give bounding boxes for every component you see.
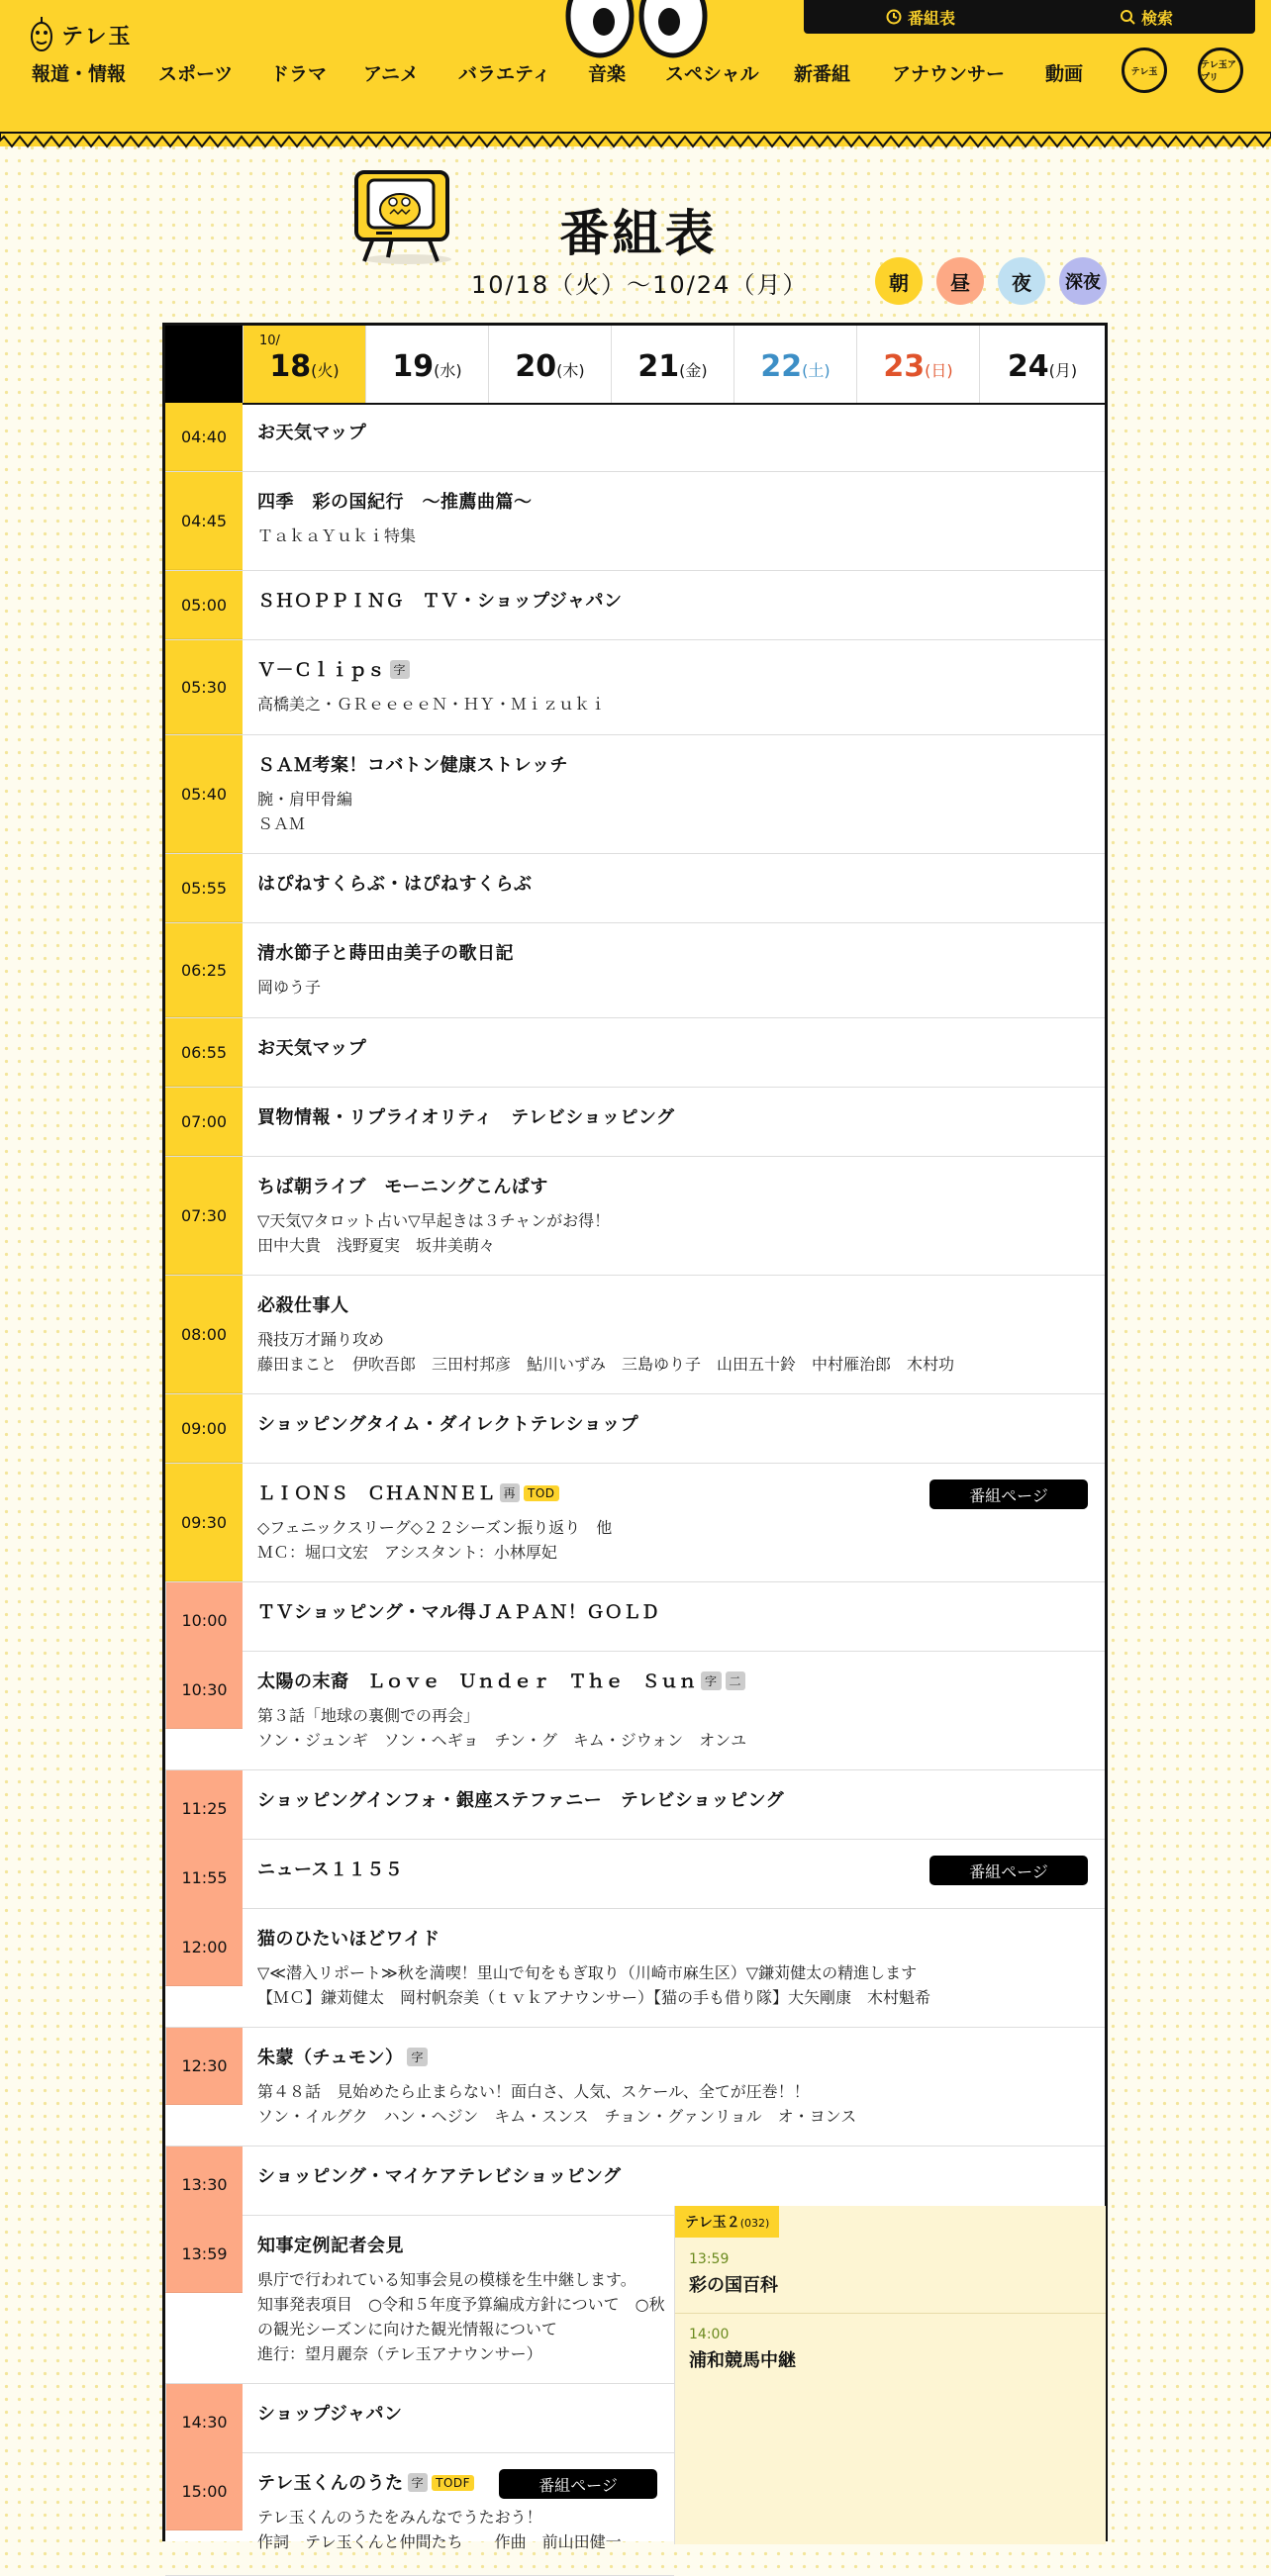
program-title[interactable] (257, 1668, 1093, 1693)
program-page-button[interactable]: 番組ページ (929, 1856, 1088, 1885)
subchannel-name: テレ玉２ (685, 2215, 740, 2231)
program-row[interactable] (165, 1582, 1105, 1652)
nav-drama[interactable]: ドラマ (270, 63, 328, 85)
program-title-text: 四季 彩の国紀行 ～推薦曲篇～ (257, 492, 533, 513)
program-title[interactable] (257, 587, 1093, 613)
program-title[interactable] (257, 1410, 1093, 1436)
program-title[interactable] (257, 1925, 1093, 1951)
program-time: 12:30 (165, 2028, 243, 2105)
program-row[interactable] (165, 1770, 1105, 1840)
program-info (257, 419, 1093, 444)
nav-special[interactable]: スペシャル (665, 63, 759, 85)
program-title-text: ショッピングタイム・ダイレクトテレショップ (257, 1414, 639, 1435)
nav-music[interactable]: 音楽 (588, 63, 627, 85)
day-number: 24 (1007, 349, 1049, 384)
program-info (257, 870, 1093, 896)
site-logo[interactable] (30, 16, 133, 53)
day-month: 10/ (259, 334, 280, 348)
program-description: の観光シーズンに向けた観光情報について (257, 2320, 557, 2338)
program-title-text: 知事定例記者会見 (257, 2236, 404, 2256)
program-title[interactable] (257, 1103, 1093, 1129)
program-info (257, 1173, 1093, 1258)
subchannel-number: (032) (739, 2217, 770, 2230)
program-row[interactable] (165, 1840, 1105, 1909)
program-description: 第４８話 見始めたら止まらない！面白さ、人気、スケール、全てが圧巻！！ (257, 2082, 810, 2101)
period-evening-button[interactable] (998, 257, 1045, 305)
program-time: 04:45 (165, 472, 243, 570)
schedule-link-label: 番組表 (907, 8, 955, 28)
program-row[interactable] (165, 1088, 1105, 1157)
program-time: 10:30 (165, 1652, 243, 1729)
program-info (257, 2232, 665, 2366)
program-description: 高橋美之・ＧＲｅｅｅｅＮ・ＨＹ・Ｍｉｚｕｋｉ (257, 695, 607, 714)
tamago-mascot-icon (30, 16, 53, 53)
day-number: 20 (515, 349, 557, 384)
teletama-app-label: テレ玉 (1130, 66, 1158, 77)
program-row[interactable] (165, 854, 1105, 923)
program-info (257, 2162, 1093, 2188)
subchannel-program[interactable] (689, 2327, 796, 2372)
nav-news[interactable]: 報道・情報 (32, 63, 127, 85)
program-time: 11:25 (165, 1770, 243, 1848)
program-title-text: お天気マップ (257, 423, 367, 443)
subchannel-program-time: 13:59 (689, 2251, 730, 2267)
subchannel-program-title: 彩の国百科 (689, 2275, 778, 2296)
program-title-text: ＬＩＯＮＳ ＣＨＡＮＮＥＬ (257, 1483, 496, 1504)
day-weekday: (金) (679, 361, 708, 380)
date-range: 10/18（火）〜10/24（月） (471, 271, 809, 299)
program-time: 13:30 (165, 2147, 243, 2224)
program-description: ＭＣ：堀口文宏 アシスタント：小林厚妃 (257, 1543, 557, 1562)
program-info (257, 587, 1093, 613)
subchannel-panel (674, 2206, 1106, 2544)
page-title: 番組表 (559, 205, 718, 262)
program-time: 05:30 (165, 640, 243, 734)
program-title[interactable] (257, 656, 1093, 682)
nav-new-programs[interactable]: 新番組 (794, 63, 851, 85)
program-row[interactable] (165, 1464, 1105, 1582)
subchannel-tag (675, 2206, 779, 2238)
program-row[interactable] (165, 923, 1105, 1018)
main-nav (0, 59, 1271, 89)
day-tab-23[interactable] (856, 326, 979, 403)
program-row[interactable] (165, 640, 1105, 735)
period-late-night-label: 深夜 (1065, 272, 1101, 293)
program-description: ◇フェニックスリーグ◇２２シーズン振り返り 他 (257, 1518, 613, 1537)
program-title-text: Ｖ－Ｃｌｉｐｓ (257, 660, 386, 681)
subchannel-program-time: 14:00 (689, 2327, 730, 2342)
nav-variety[interactable]: バラエティ (458, 63, 551, 85)
day-corner (165, 326, 243, 403)
program-description: 知事発表項目 ○令和５年度予算編成方針について ○秋 (257, 2295, 665, 2314)
program-tag: 字 (407, 2048, 428, 2066)
program-page-button[interactable]: 番組ページ (929, 1479, 1088, 1509)
program-description: ＳＡＭ (257, 814, 306, 833)
program-description: 県庁で行われている知事会見の模様を生中継します。 (257, 2270, 636, 2289)
logo-text: テレ玉 (61, 24, 133, 49)
period-evening-label: 夜 (1012, 270, 1031, 295)
program-title[interactable] (257, 1173, 1093, 1198)
program-row[interactable] (165, 403, 1105, 472)
program-title[interactable] (257, 1598, 1093, 1624)
program-title[interactable] (257, 751, 1093, 777)
program-title-text: ＴＶショッピング・マル得ＪＡＰＡＮ！ＧＯＬＤ (257, 1602, 660, 1623)
program-row[interactable] (165, 2028, 1105, 2147)
program-description: 【ＭＣ】鎌苅健太 岡村帆奈美（ｔｖｋアナウンサー）【猫の手も借り隊】大矢剛康 木村魁希 (257, 1988, 931, 2007)
program-title-text: 必殺仕事人 (257, 1295, 349, 1316)
program-tag: 二 (726, 1671, 746, 1690)
program-title[interactable] (257, 419, 1093, 444)
program-row[interactable] (165, 1018, 1105, 1088)
program-info (257, 488, 1093, 548)
program-time: 12:00 (165, 1909, 243, 1986)
day-tabs (165, 326, 1105, 405)
subchannel-divider (675, 2313, 1106, 2314)
program-description: ソン・イルグク ハン・ヘジン キム・スンス チョン・グァンリョル オ・ヨンス (257, 2107, 857, 2126)
program-row[interactable] (165, 1157, 1105, 1276)
program-tag: TOD (524, 1485, 559, 1501)
schedule-link[interactable] (886, 6, 955, 29)
program-info (257, 1598, 1093, 1624)
program-description: 田中大貴 浅野夏実 坂井美萌々 (257, 1236, 496, 1255)
program-description: 岡ゆう子 (257, 978, 322, 997)
period-day-label: 昼 (950, 270, 970, 295)
program-info (257, 1034, 1093, 1060)
program-time: 07:30 (165, 1157, 243, 1275)
program-row[interactable] (165, 2453, 674, 2576)
program-description: ▽天気▽タロット占い▽早起きは３チャンがお得！ (257, 1211, 611, 1230)
program-title[interactable] (257, 939, 1093, 965)
program-description: 腕・肩甲骨編 (257, 790, 353, 809)
program-time: 05:00 (165, 571, 243, 639)
program-title[interactable] (257, 2162, 1093, 2188)
program-tag: 字 (408, 2473, 429, 2492)
nav-anime[interactable]: アニメ (363, 63, 420, 85)
program-title-text: ショッピング・マイケアテレビショッピング (257, 2166, 622, 2187)
program-title-text: ＳＡＭ考案！コバトン健康ストレッチ (257, 755, 568, 776)
day-weekday: (木) (556, 361, 585, 380)
program-description: ソン・ジュンギ ソン・ヘギョ チン・グ キム・ジウォン オンユ (257, 1731, 747, 1750)
program-info (257, 2400, 662, 2426)
day-number: 21 (637, 349, 680, 384)
period-morning-button[interactable] (875, 257, 923, 305)
site-header (0, 0, 1271, 146)
day-weekday: (日) (925, 361, 953, 380)
program-title-text: 買物情報・リプライオリティ テレビショッピング (257, 1107, 675, 1128)
day-tab-18[interactable] (243, 326, 365, 403)
program-title-text: 太陽の末裔 Ｌｏｖｅ Ｕｎｄｅｒ Ｔｈｅ Ｓｕｎ (257, 1671, 697, 1692)
program-info (257, 751, 1093, 836)
program-title[interactable] (257, 488, 1093, 514)
day-weekday: (水) (434, 361, 462, 380)
day-weekday: (火) (311, 361, 340, 380)
day-number: 22 (760, 349, 803, 384)
top-utility-bar (804, 0, 1255, 34)
program-description: テレ玉くんのうたをみんなでうたおう！ (257, 2508, 542, 2527)
program-time: 14:30 (165, 2384, 243, 2461)
program-time: 05:40 (165, 735, 243, 853)
day-tab-24[interactable] (979, 326, 1105, 403)
program-title-text: 朱蒙（チュモン） (257, 2048, 404, 2068)
period-late-night-button[interactable] (1059, 257, 1107, 305)
period-morning-label: 朝 (889, 270, 909, 295)
program-row[interactable] (165, 472, 1105, 571)
program-title-text: お天気マップ (257, 1038, 367, 1059)
tv-mascot-icon (348, 166, 455, 265)
nav-videos[interactable]: 動画 (1045, 63, 1084, 85)
program-time: 07:00 (165, 1088, 243, 1156)
program-time: 05:55 (165, 854, 243, 922)
program-page-button[interactable]: 番組ページ (499, 2469, 657, 2499)
program-info (257, 1925, 1093, 2010)
program-info (257, 939, 1093, 1000)
nav-announcers[interactable]: アナウンサー (892, 63, 1006, 85)
program-title[interactable] (257, 2044, 1093, 2069)
program-title[interactable] (257, 1786, 1093, 1812)
program-title[interactable] (257, 2232, 662, 2257)
subchannel-program[interactable] (689, 2251, 778, 2297)
program-time: 06:25 (165, 923, 243, 1017)
program-time: 09:00 (165, 1394, 243, 1463)
program-description: ＴａｋａＹｕｋｉ特集 (257, 526, 417, 545)
program-time: 15:00 (165, 2453, 243, 2530)
program-tag: 再 (500, 1483, 521, 1502)
program-title-text: ショッピングインフォ・銀座ステファニー テレビショッピング (257, 1790, 785, 1811)
program-info (257, 2044, 1093, 2129)
day-weekday: (土) (802, 361, 831, 380)
program-row[interactable] (165, 2216, 674, 2384)
program-time: 10:00 (165, 1582, 243, 1660)
program-description: 飛技万才踊り攻め (257, 1330, 385, 1349)
program-time: 04:40 (165, 403, 243, 471)
program-row[interactable] (165, 1394, 1105, 1464)
day-number: 19 (392, 349, 435, 384)
program-title-text: ショップジャパン (257, 2404, 403, 2425)
program-description: 藤田まこと 伊吹吾郎 三田村邦彦 鮎川いずみ 三島ゆり子 山田五十鈴 中村雁治郎 木村功 (257, 1355, 955, 1374)
program-description: 進行：望月麗奈（テレ玉アナウンサー） (257, 2344, 542, 2363)
program-tag: 字 (701, 1671, 722, 1690)
schedule-table (162, 323, 1108, 2551)
program-info (257, 656, 1093, 716)
day-tab-22[interactable] (733, 326, 856, 403)
program-title-text: はぴねすくらぶ・はぴねすくらぶ (257, 874, 533, 895)
program-info (257, 1668, 1093, 1753)
program-title-text: テレ玉くんのうた (257, 2473, 404, 2494)
program-info (257, 1410, 1093, 1436)
program-row[interactable] (165, 1909, 1105, 2028)
program-title[interactable] (257, 1291, 1093, 1317)
program-title[interactable] (257, 2400, 662, 2426)
program-row[interactable] (165, 735, 1105, 854)
program-info (257, 1103, 1093, 1129)
mascot-eyes-icon (564, 0, 709, 59)
day-tab-21[interactable] (611, 326, 733, 403)
program-time: 11:55 (165, 1840, 243, 1917)
day-number: 23 (883, 349, 926, 384)
program-row[interactable] (165, 2384, 674, 2453)
smartphone-app-icon[interactable] (1198, 48, 1243, 93)
day-tab-20[interactable] (488, 326, 611, 403)
program-title-text: 清水節子と蒔田由美子の歌日記 (257, 943, 514, 964)
program-row[interactable] (165, 1276, 1105, 1394)
program-time: 06:55 (165, 1018, 243, 1087)
period-day-button[interactable] (936, 257, 984, 305)
search-link[interactable] (1120, 6, 1173, 29)
search-icon (1120, 9, 1135, 25)
day-tab-19[interactable] (365, 326, 488, 403)
subchannel-program-title: 浦和競馬中継 (689, 2350, 796, 2371)
program-row[interactable] (165, 1652, 1105, 1770)
program-row[interactable] (165, 571, 1105, 640)
program-time: 09:30 (165, 1464, 243, 1581)
program-time: 08:00 (165, 1276, 243, 1393)
nav-sports[interactable]: スポーツ (158, 63, 234, 85)
program-info (257, 1291, 1093, 1377)
program-title-text: 猫のひたいほどワイド (257, 1929, 440, 1950)
program-description: ▽≪潜入リポート≫秋を満喫！里山で旬をもぎ取り（川崎市麻生区）▽鎌苅健太の精進します (257, 1963, 918, 1982)
program-tag: TODF (432, 2475, 474, 2491)
program-tag: 字 (390, 660, 411, 679)
program-info (257, 1786, 1093, 1812)
day-number: 18 (269, 349, 312, 384)
clock-icon (886, 9, 902, 25)
program-title-text: ちば朝ライブ モーニングこんぱす (257, 1177, 548, 1197)
search-link-label: 検索 (1140, 8, 1173, 28)
teletama-app-icon[interactable] (1122, 48, 1167, 93)
program-title-text: ＳＨＯＰＰＩＮＧ ＴＶ・ショップジャパン (257, 591, 623, 612)
program-title-text: ニュース１１５５ (257, 1860, 404, 1880)
header-zigzag-edge (0, 133, 1271, 148)
program-description: 第３話「地球の裏側での再会」 (257, 1706, 480, 1725)
program-title[interactable] (257, 1034, 1093, 1060)
program-time: 13:59 (165, 2216, 243, 2293)
smartphone-app-label: テレ玉アプリ (1201, 60, 1236, 83)
day-weekday: (月) (1048, 361, 1078, 380)
program-description: 作詞 テレ玉くんと仲間たち 作曲 前山田健一 (257, 2532, 622, 2551)
program-title[interactable] (257, 870, 1093, 896)
